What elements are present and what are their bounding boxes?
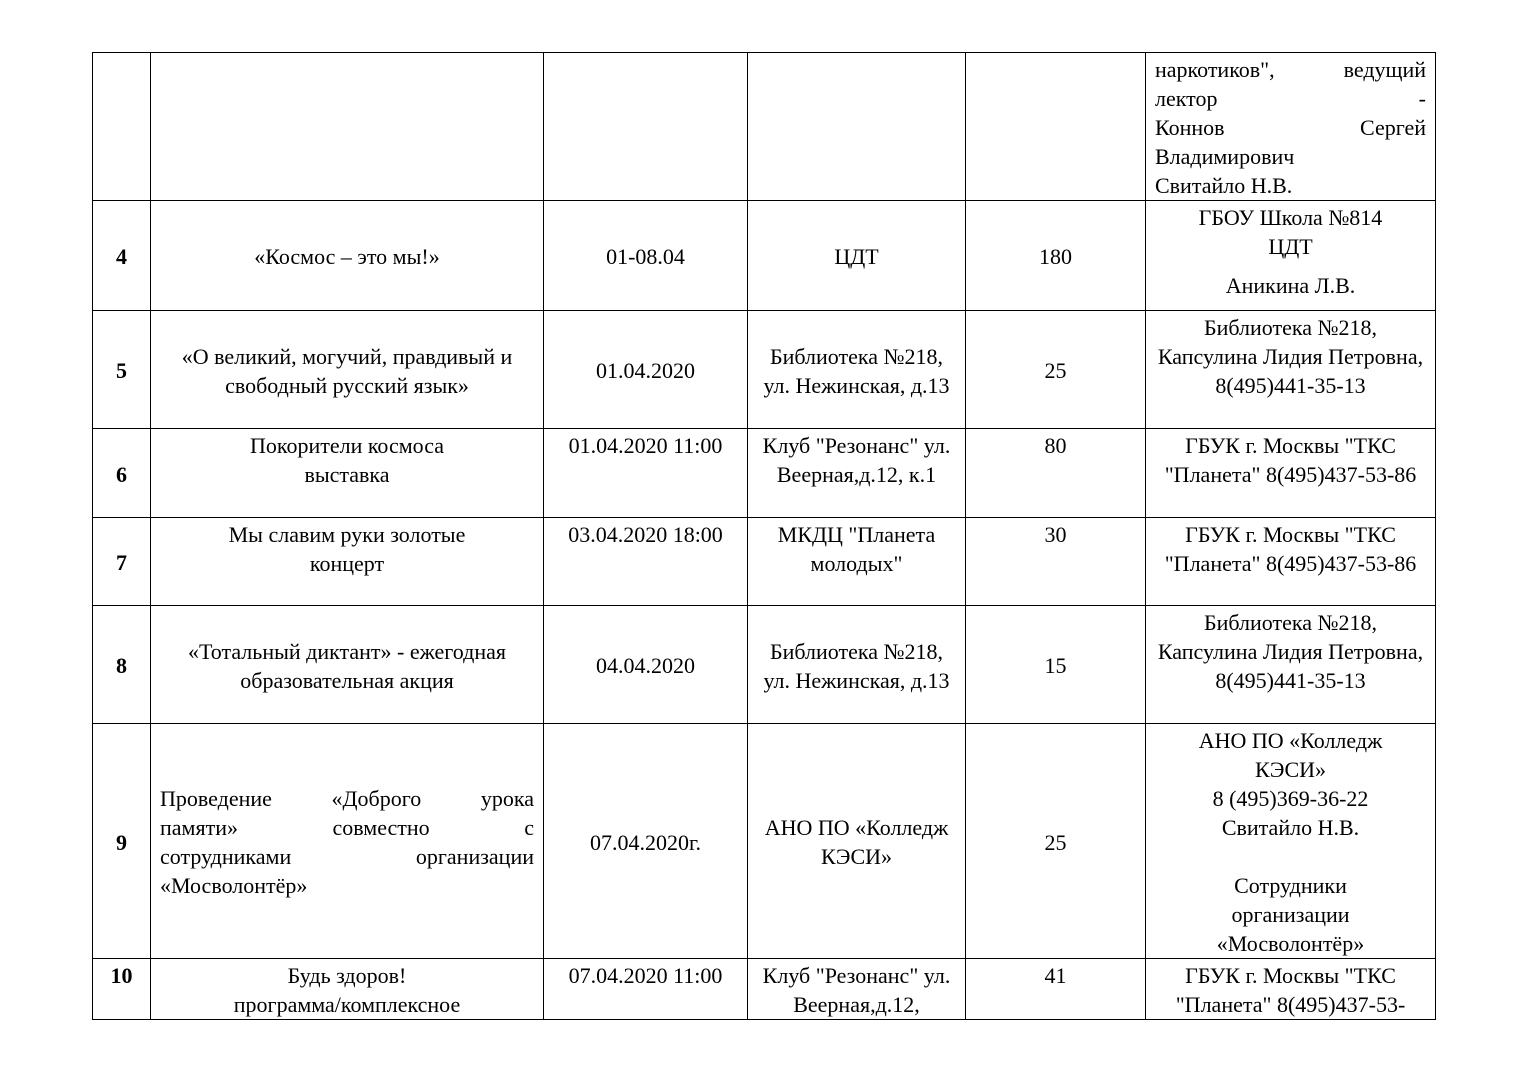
cell-count: 15 xyxy=(966,606,1146,724)
event-line: Мы славим руки золотые xyxy=(228,522,466,547)
cell-place: АНО ПО «Колледж КЭСИ» xyxy=(748,724,966,959)
row-number: 5 xyxy=(93,311,151,429)
event-line: Покорители космоса xyxy=(249,433,444,458)
table-row xyxy=(93,959,1436,1020)
cell-responsible: ГБУК г. Москвы "ТКС "Планета" 8(495)437-53-86 xyxy=(1146,429,1436,518)
event-line: Будь здоров! xyxy=(287,963,407,988)
events-table xyxy=(92,52,1436,1020)
cell-count: 25 xyxy=(966,311,1146,429)
cell-responsible: ГБУК г. Москвы "ТКС "Планета" 8(495)437-53-86 xyxy=(1146,518,1436,606)
cell-count: 25 xyxy=(966,724,1146,959)
cell-event xyxy=(151,724,544,959)
cell-date: 03.04.2020 18:00 xyxy=(544,518,748,606)
cell-date: 01.04.2020 11:00 xyxy=(544,429,748,518)
cell-responsible xyxy=(1146,724,1436,959)
cell-place xyxy=(748,53,966,201)
cell-event xyxy=(151,53,544,201)
responsible-line: лектор - xyxy=(1155,86,1426,111)
cell-count: 30 xyxy=(966,518,1146,606)
table-row xyxy=(93,53,1436,201)
responsible-line: Свитайло Н.В. xyxy=(1155,173,1293,198)
event-line: сотрудниками организации xyxy=(160,844,534,869)
cell-place: Клуб "Резонанс" ул. Веерная,д.12, к.1 xyxy=(748,429,966,518)
event-line: Проведение «Доброго урока xyxy=(160,786,534,811)
responsible-line: Свитайло Н.В. xyxy=(1221,815,1360,840)
responsible-line: Коннов Сергей xyxy=(1155,115,1426,140)
cell-event: «Космос – это мы!» xyxy=(151,201,544,311)
responsible-line: ГБОУ Школа №814 xyxy=(1198,205,1383,230)
cell-responsible xyxy=(1146,53,1436,201)
row-number: 10 xyxy=(93,959,151,1020)
row-number: 9 xyxy=(93,724,151,959)
cell-date xyxy=(544,53,748,201)
cell-event xyxy=(151,518,544,606)
row-number: 6 xyxy=(93,429,151,518)
event-line: программа/комплексное xyxy=(233,992,461,1017)
cell-count: 80 xyxy=(966,429,1146,518)
cell-place: Клуб "Резонанс" ул. Веерная,д.12, xyxy=(748,959,966,1020)
spacer xyxy=(1155,842,1426,871)
table-row xyxy=(93,518,1436,606)
table-row xyxy=(93,201,1436,311)
cell-responsible: ГБУК г. Москвы "ТКС "Планета" 8(495)437-53- xyxy=(1146,959,1436,1020)
row-number: 7 xyxy=(93,518,151,606)
row-number: 8 xyxy=(93,606,151,724)
cell-responsible: Библиотека №218, Капсулина Лидия Петровна, 8(495)441-35-13 xyxy=(1146,311,1436,429)
table-row xyxy=(93,724,1436,959)
responsible-line: ЦДТ xyxy=(1268,234,1313,259)
cell-place: Библиотека №218, ул. Нежинская, д.13 xyxy=(748,606,966,724)
row-number: 4 xyxy=(93,201,151,311)
responsible-line: Владимирович xyxy=(1155,144,1295,169)
cell-date: 01-08.04 xyxy=(544,201,748,311)
cell-responsible xyxy=(1146,201,1436,311)
event-line: выставка xyxy=(304,462,390,487)
table-row xyxy=(93,311,1436,429)
event-line: памяти» совместно с xyxy=(160,815,534,840)
responsible-line: Аникина Л.В. xyxy=(1225,273,1356,298)
cell-date: 04.04.2020 xyxy=(544,606,748,724)
cell-count: 41 xyxy=(966,959,1146,1020)
cell-event xyxy=(151,429,544,518)
cell-count: 180 xyxy=(966,201,1146,311)
cell-date: 01.04.2020 xyxy=(544,311,748,429)
cell-count xyxy=(966,53,1146,201)
responsible-line: АНО ПО «Колледж КЭСИ» xyxy=(1198,728,1383,782)
responsible-line: наркотиков", ведущий xyxy=(1155,57,1426,82)
table-row xyxy=(93,606,1436,724)
cell-place: МКДЦ "Планета молодых" xyxy=(748,518,966,606)
cell-place: Библиотека №218, ул. Нежинская, д.13 xyxy=(748,311,966,429)
cell-place: ЦДТ xyxy=(748,201,966,311)
responsible-line: Сотрудники организации «Мосволонтёр» xyxy=(1216,873,1365,956)
responsible-line: 8 (495)369-36-22 xyxy=(1212,786,1369,811)
cell-event: «О великий, могучий, правдивый и свободный русский язык» xyxy=(151,311,544,429)
cell-date: 07.04.2020г. xyxy=(544,724,748,959)
cell-event xyxy=(151,959,544,1020)
cell-responsible: Библиотека №218, Капсулина Лидия Петровна, 8(495)441-35-13 xyxy=(1146,606,1436,724)
cell-num xyxy=(93,53,151,201)
cell-date: 07.04.2020 11:00 xyxy=(544,959,748,1020)
event-line: концерт xyxy=(309,551,385,576)
table-row xyxy=(93,429,1436,518)
event-line: «Мосволонтёр» xyxy=(160,873,308,898)
cell-event: «Тотальный диктант» - ежегодная образовательная акция xyxy=(151,606,544,724)
